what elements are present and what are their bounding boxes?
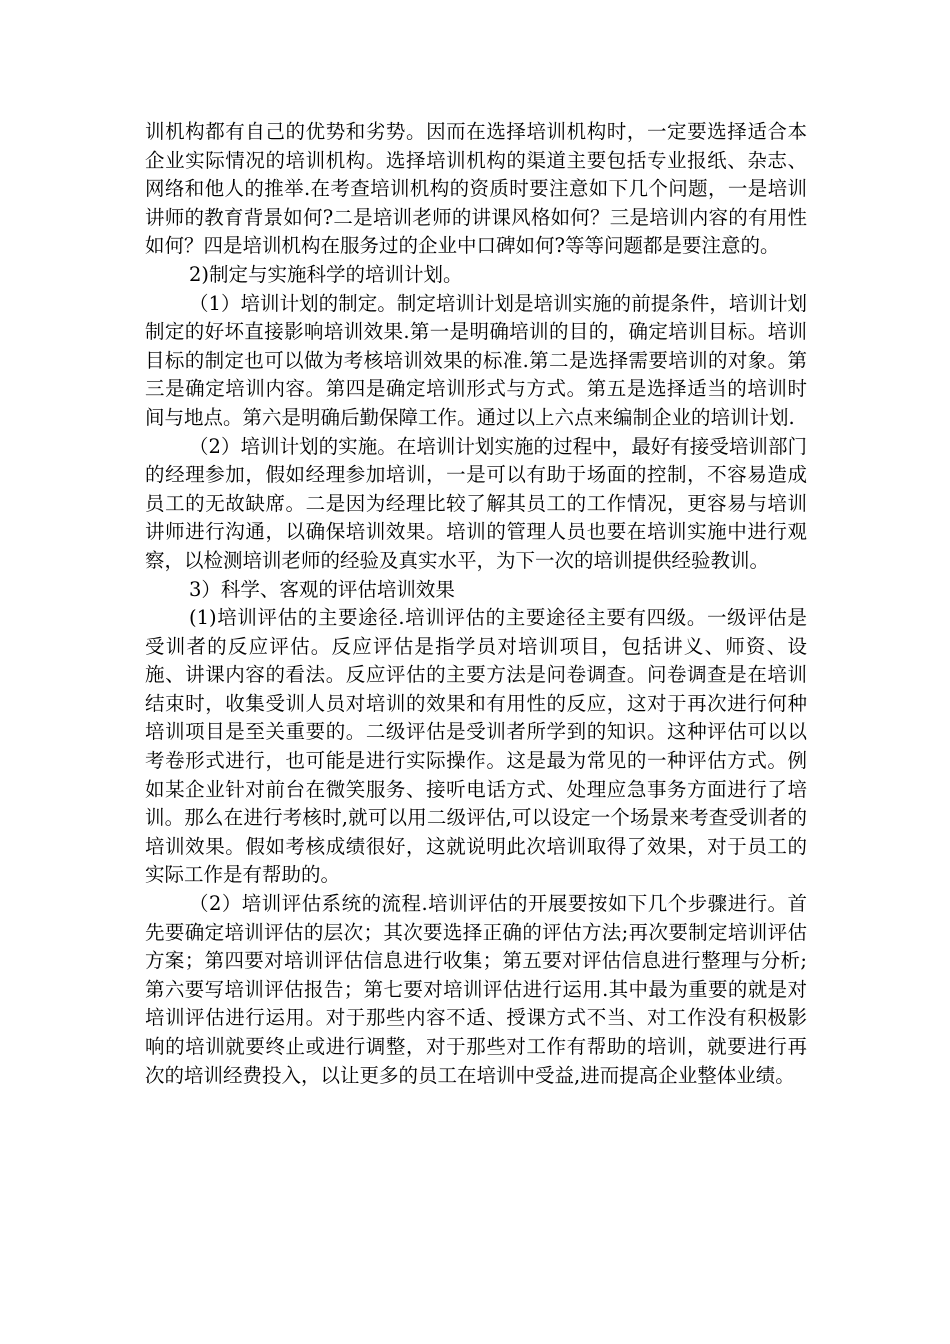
- paragraph-evaluation-approaches: (1)培训评估的主要途径.培训评估的主要途径主要有四级。一级评估是受训者的反应评估。反应评估是指学员对培训项目，包括讲义、师资、设施、讲课内容的看法。反应评估的主要方法是问卷调查。问卷调查是在培训结束时，收集受训人员对培训的效果和有用性的反应，这对于再次进行何种培训项目是至关重要的。二级评估是受训者所学到的知识。这种评估可以以考卷形式进行，也可能是进行实际操作。这是最为常见的一种评估方式。例如某企业针对前台在微笑服务、接听电话方式、处理应急事务方面进行了培训。那么在进行考核时,就可以用二级评估,可以设定一个场景来考查受训者的培训效果。假如考核成绩很好，这就说明此次培训取得了效果，对于员工的实际工作是有帮助的。: [145, 606, 807, 887]
- document-body: [145, 118, 807, 1090]
- paragraph-training-plan-implementation: （2）培训计划的实施。在培训计划实施的过程中，最好有接受培训部门的经理参加，假如经理参加培训，一是可以有助于场面的控制，不容易造成员工的无故缺席。二是因为经理比较了解其员工的工作情况，更容易与培训讲师进行沟通，以确保培训效果。培训的管理人员也要在培训实施中进行观察，以检测培训老师的经验及真实水平，为下一次的培训提供经验教训。: [145, 434, 807, 572]
- section-heading-training-plan: 2)制定与实施科学的培训计划。: [189, 262, 463, 286]
- paragraph-evaluation-process: （2）培训评估系统的流程.培训评估的开展要按如下几个步骤进行。首先要确定培训评估的层次；其次要选择正确的评估方法;再次要制定培训评估方案；第四要对培训评估信息进行收集；第五要对评估信息进行整理与分析;第六要写培训评估报告；第七要对培训评估进行运用.其中最为重要的就是对培训评估进行运用。对于那些内容不适、授课方式不当、对工作没有积极影响的培训就要终止或进行调整，对于那些对工作有帮助的培训，就要进行再次的培训经费投入，以让更多的员工在培训中受益,进而提高企业整体业绩。: [145, 892, 807, 1087]
- paragraph-training-plan-formulation: （1）培训计划的制定。制定培训计划是培训实施的前提条件，培训计划制定的好坏直接影响培训效果.第一是明确培训的目的，确定培训目标。培训目标的制定也可以做为考核培训效果的标准.第二是选择需要培训的对象。第三是确定培训内容。第四是确定培训形式与方式。第五是选择适当的培训时间与地点。第六是明确后勤保障工作。通过以上六点来编制企业的培训计划.: [145, 291, 807, 429]
- section-heading-evaluation: 3）科学、客观的评估培训效果: [189, 577, 455, 601]
- paragraph-training-institution-selection: 训机构都有自己的优势和劣势。因而在选择培训机构时，一定要选择适合本企业实际情况的培训机构。选择培训机构的渠道主要包括专业报纸、杂志、网络和他人的推举.在考查培训机构的资质时要注意如下几个问题，一是培训讲师的教育背景如何?二是培训老师的讲课风格如何？三是培训内容的有用性如何？四是培训机构在服务过的企业中口碑如何?等等问题都是要注意的。: [145, 120, 807, 258]
